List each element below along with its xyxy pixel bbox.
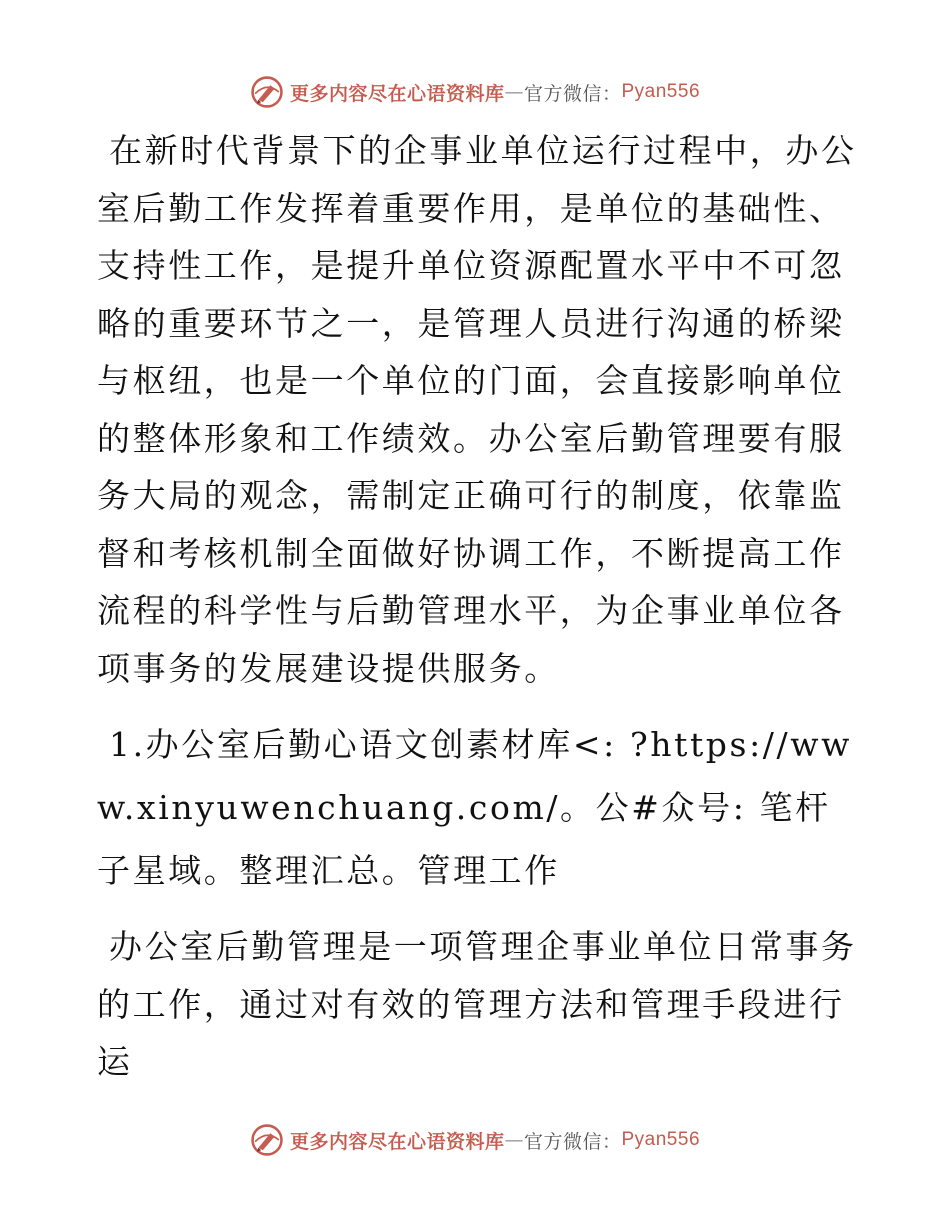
header-watermark-banner [0,72,950,112]
banner-wechat-id: Pyan556 [621,1129,701,1150]
pen-logo-icon [250,1123,284,1157]
banner-dash: — [504,81,524,103]
banner-wechat-id: Pyan556 [621,81,701,102]
paragraph-1 [97,122,857,697]
paragraph-3 [97,918,857,1091]
paragraph-1-text: 在新时代背景下的企事业单位运行过程中，办公室后勤工作发挥着重要作用，是单位的基础性、支持性工作，是提升单位资源配置水平中不可忽略的重要环节之一，是管理人员进行沟通的桥梁与枢纽，也是一个单位的门面，会直接影响单位的整体形象和工作绩效。办公室后勤管理要有服务大局的观念，需制定正确可行的制度，依靠监督和考核机制全面做好协调工作，不断提高工作流程的科学性与后勤管理水平，为企事业单位各项事务的发展建设提供服务。 [97,131,857,688]
paragraph-3-text: 办公室后勤管理是一项管理企事业单位日常事务的工作，通过对有效的管理方法和管理手段进行运 [97,927,857,1081]
banner-main-text: 更多内容尽在心语资料库 [289,82,505,105]
document-body [97,122,857,1091]
banner-wechat-label: 官方微信： [523,82,622,105]
pen-logo-icon [250,75,284,109]
banner-dash: — [504,1129,524,1151]
banner-wechat-label: 官方微信： [523,1130,622,1153]
footer-watermark-banner [0,1120,950,1160]
paragraph-2 [97,713,857,902]
banner-main-text: 更多内容尽在心语资料库 [289,1130,505,1153]
paragraph-2-text: 1.办公室后勤心语文创素材库<: ?https://www.xinyuwenchuang.com/。公#众号: 笔杆子星域。整理汇总。管理工作 [97,725,852,890]
